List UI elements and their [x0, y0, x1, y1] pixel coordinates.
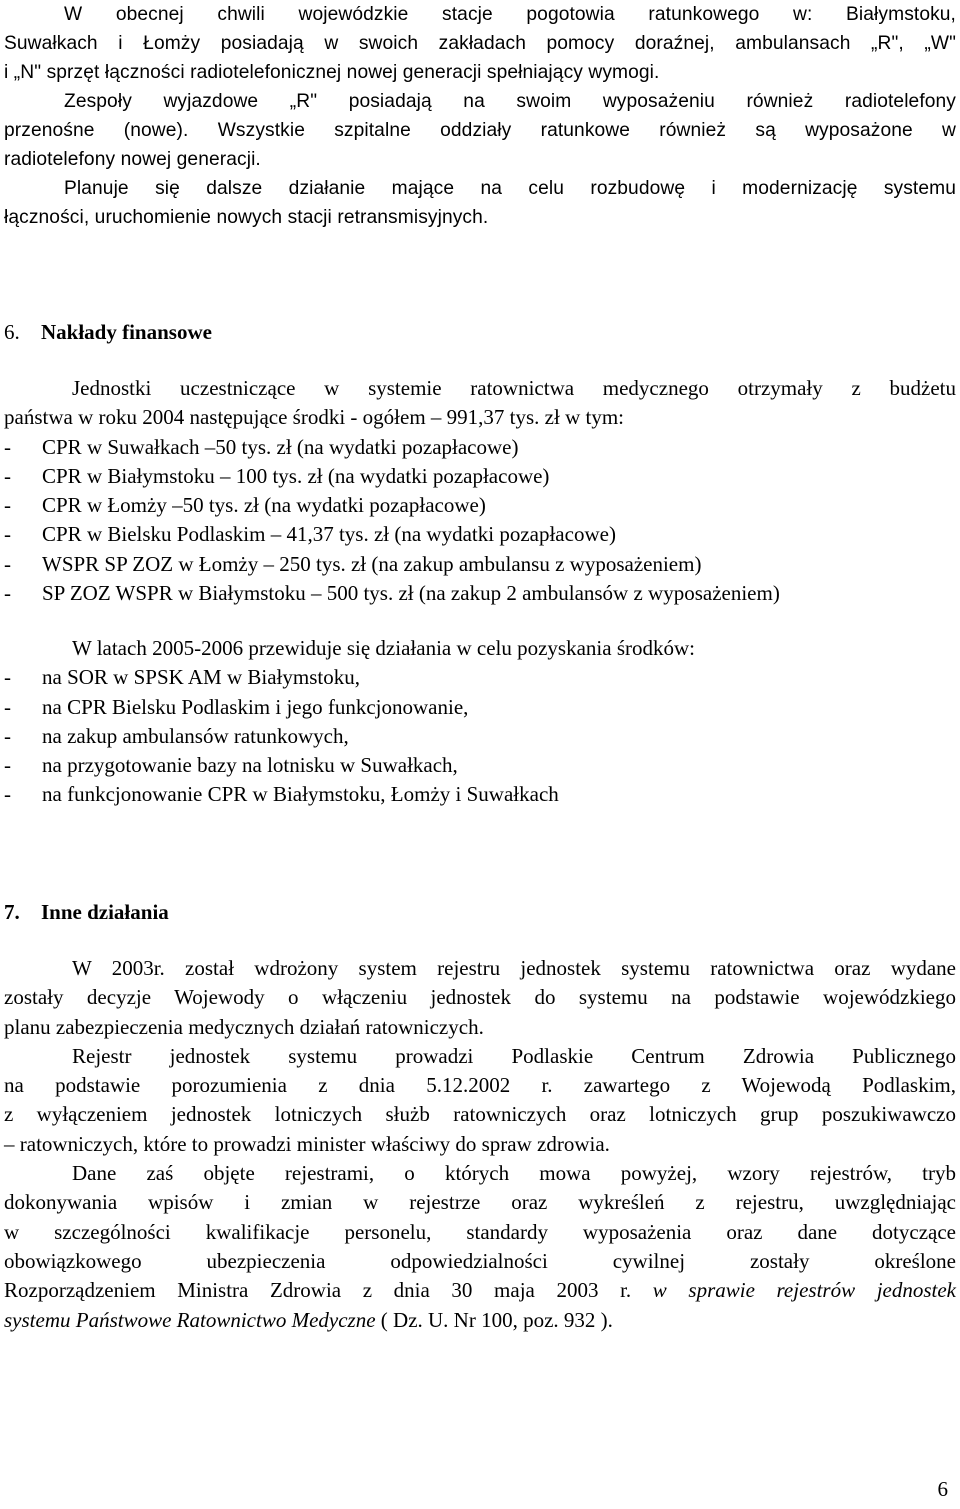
s7-p2-line1: Rejestr jednostek systemu prowadzi Podlaskie Centrum Zdrowia Publicznego — [72, 1043, 956, 1068]
s7-p2-line3: z wyłączeniem jednostek lotniczych służb ratowniczych oraz lotniczych grup poszukiwawczo — [4, 1102, 956, 1127]
list-item: - CPR w Bielsku Podlaskim – 41,37 tys. zł (na wydatki pozapłacowe) — [4, 522, 616, 547]
s7-p3-line6: systemu Państwowe Ratownictwo Medyczne ( Dz. U. Nr 100, poz. 932 ). — [4, 1307, 613, 1332]
s7-p3-line3: w szczególności kwalifikacje personelu, standardy wyposażenia oraz dane dotyczące — [4, 1219, 956, 1244]
section7-number: 7. — [4, 900, 20, 924]
section6-title: Nakłady finansowe — [41, 320, 212, 344]
section6-intro-line2: państwa w roku 2004 następujące środki - ogółem – 991,37 tys. zł w tym: — [4, 405, 624, 430]
section7-body — [4, 954, 956, 1335]
intro-p3-line1: Planuje się dalsze działanie mające na celu rozbudowę i modernizację systemu — [64, 178, 956, 199]
section6-plan — [4, 634, 956, 810]
s7-p3-line5: Rozporządzeniem Ministra Zdrowia z dnia 30 maja 2003 r. w sprawie rejestrów jednostek — [4, 1278, 957, 1303]
s7-p1-line1: W 2003r. został wdrożony system rejestru jednostek systemu ratownictwa oraz wydane — [72, 956, 956, 980]
intro-p3-line2: łączności, uruchomienie nowych stacji retransmisyjnych. — [4, 207, 489, 228]
page-number: 6 — [937, 1477, 948, 1501]
list-item: - na funkcjonowanie CPR w Białymstoku, Łomży i Suwałkach — [4, 782, 559, 807]
intro-p1-line3: i „N" sprzęt łączności radiotelefonicznej nowej generacji spełniający wymogi. — [4, 62, 660, 83]
intro-p1-line2: Suwałkach i Łomży posiadają w swoich zakładach pomocy doraźnej, ambulansach „R", „W" — [4, 33, 956, 54]
section7-heading — [4, 897, 169, 927]
list-item: - CPR w Łomży –50 tys. zł (na wydatki pozapłacowe) — [4, 493, 486, 518]
intro-p2-line2: przenośne (nowe). Wszystkie szpitalne oddziały ratunkowe również są wyposażone w — [4, 120, 956, 141]
funding-list — [4, 433, 956, 609]
section7-title: Inne działania — [41, 900, 169, 924]
intro-p2-line3: radiotelefony nowej generacji. — [4, 149, 261, 170]
regulation-title-part2: systemu Państwowe Ratownictwo Medyczne — [4, 1307, 376, 1332]
s7-p3-line1: Dane zaś objęte rejestrami, o których mowa powyżej, wzory rejestrów, tryb — [72, 1161, 956, 1186]
intro-section — [4, 0, 956, 232]
s7-p1-line2: zostały decyzje Wojewody o włączeniu jednostek do systemu na podstawie wojewódzkiego — [4, 985, 956, 1010]
list-item: - WSPR SP ZOZ w Łomży – 250 tys. zł (na zakup ambulansu z wyposażeniem) — [4, 551, 702, 576]
section6-intro-line1: Jednostki uczestniczące w systemie ratownictwa medycznego otrzymały z budżetu — [72, 376, 956, 400]
s7-p2-line2: na podstawie porozumienia z dnia 5.12.2002 r. zawartego z Wojewodą Podlaskim, — [4, 1073, 956, 1098]
list-item: - CPR w Suwałkach –50 tys. zł (na wydatki pozapłacowe) — [4, 434, 519, 459]
list-item: - CPR w Białymstoku – 100 tys. zł (na wydatki pozapłacowe) — [4, 463, 550, 488]
list-item: - na CPR Bielsku Podlaskim i jego funkcjonowanie, — [4, 694, 469, 719]
intro-p2-line1: Zespoły wyjazdowe „R" posiadają na swoim wyposażeniu również radiotelefony — [64, 91, 956, 112]
s7-p3-line4: obowiązkowego ubezpieczenia odpowiedzialności cywilnej zostały określone — [4, 1248, 956, 1273]
list-item: - SP ZOZ WSPR w Białymstoku – 500 tys. zł (na zakup 2 ambulansów z wyposażeniem) — [4, 581, 780, 606]
regulation-title-part1: w sprawie rejestrów jednostek — [652, 1278, 957, 1303]
intro-p1-line1: W obecnej chwili wojewódzkie stacje pogotowia ratunkowego w: Białymstoku, — [64, 4, 956, 25]
plan-list — [4, 663, 956, 809]
plan-intro: W latach 2005-2006 przewiduje się działania w celu pozyskania środków: — [72, 636, 695, 660]
s7-p1-line3: planu zabezpieczenia medycznych działań ratowniczych. — [4, 1014, 484, 1039]
section6-intro — [4, 374, 956, 608]
s7-p3-line2: dokonywania wpisów i zmian w rejestrze oraz wykreśleń z rejestru, uwzględniając — [4, 1190, 956, 1215]
section6-number: 6. — [4, 320, 20, 344]
list-item: - na SOR w SPSK AM w Białymstoku, — [4, 665, 360, 690]
section6-heading — [4, 317, 212, 347]
list-item: - na przygotowanie bazy na lotnisku w Suwałkach, — [4, 753, 458, 778]
s7-p2-line4: – ratowniczych, które to prowadzi minister właściwy do spraw zdrowia. — [4, 1131, 610, 1156]
list-item: - na zakup ambulansów ratunkowych, — [4, 723, 349, 748]
